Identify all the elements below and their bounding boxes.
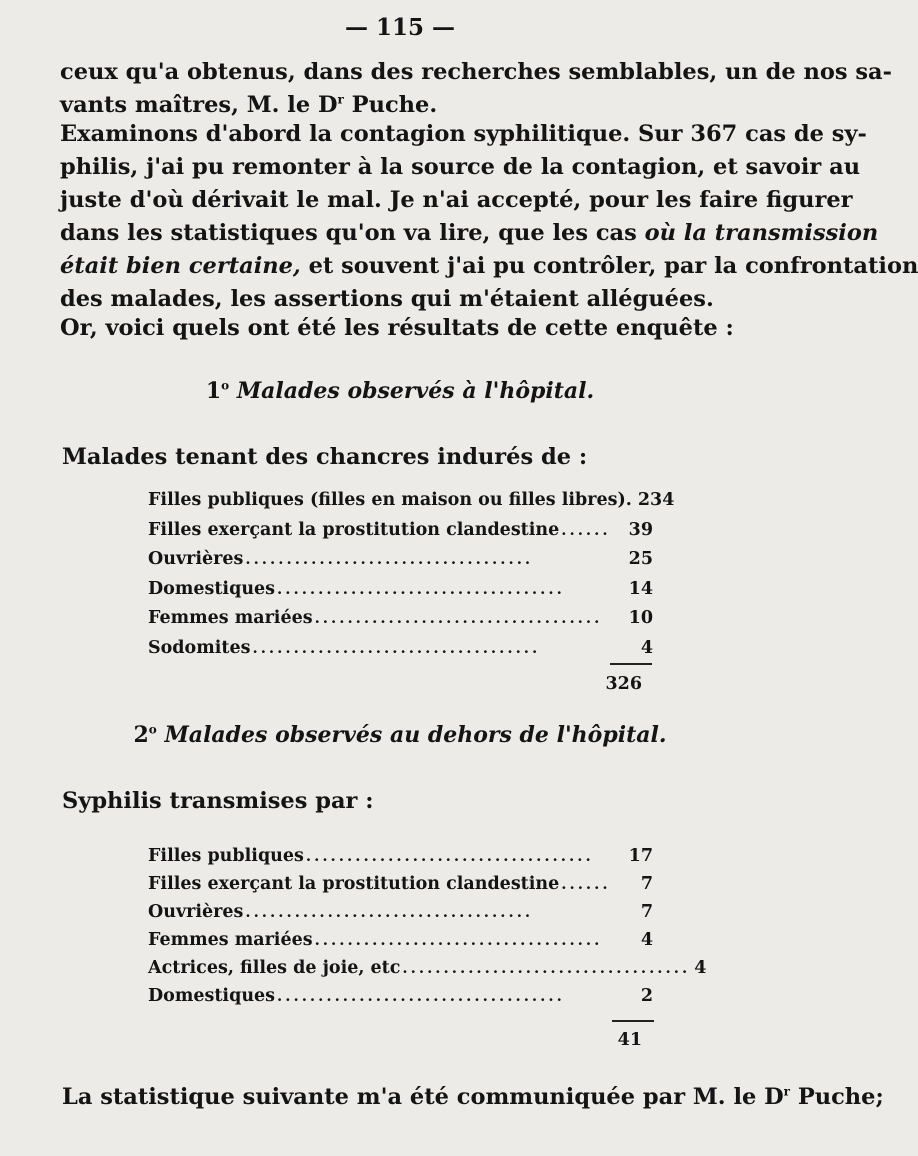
row-value: 14	[628, 578, 653, 599]
section-number: 2	[133, 722, 149, 748]
row-label: Femmes mariées	[148, 930, 313, 950]
closing-line	[62, 1084, 884, 1110]
leader-dots: ...................................	[245, 550, 534, 568]
paragraph-1	[60, 56, 892, 122]
text-span: et souvent j'ai pu contrôler, par la confrontation	[300, 253, 918, 279]
row-value: 4	[640, 637, 653, 658]
row-label: Sodomites	[148, 637, 251, 658]
table-row	[148, 902, 653, 930]
text-line: juste d'où dérivait le mal. Je n'ai accepté, pour les faire figurer	[60, 187, 853, 213]
text-line: des malades, les assertions qui m'étaient alléguées.	[60, 286, 714, 312]
section-2-table	[148, 846, 707, 1014]
table-row	[148, 930, 653, 958]
text-span: La statistique suivante m'a été communiquée par M. le D	[62, 1084, 784, 1110]
table-row	[148, 638, 653, 668]
row-value: 2	[640, 986, 653, 1006]
row-value: 25	[628, 549, 653, 569]
text-line	[60, 217, 879, 250]
row-label: Filles exerçant la prostitution clandestine	[148, 519, 560, 540]
table-row	[148, 549, 653, 579]
page-number: — 115 —	[344, 14, 456, 41]
superscript: r	[337, 92, 344, 107]
row-label: Actrices, filles de joie, etc	[148, 958, 401, 978]
table-row	[148, 846, 653, 874]
row-value: 39	[628, 519, 653, 540]
text-line	[60, 250, 918, 283]
section-2-subhead: Syphilis transmises par :	[62, 788, 374, 814]
leader-dots: ...................................	[277, 987, 565, 1005]
row-value: 17	[628, 846, 653, 866]
section-1-subhead: Malades tenant des chancres indurés de :	[62, 444, 588, 470]
row-label: Filles publiques	[148, 846, 304, 866]
text-line: Or, voici quels ont été les résultats de cette enquête :	[60, 315, 734, 341]
row-value: 4	[694, 958, 707, 978]
text-span: dans les statistiques qu'on va lire, que les cas	[60, 220, 645, 246]
paragraph-2	[60, 118, 918, 316]
text-span: Puche.	[343, 92, 438, 118]
leader-dots: ...................................	[277, 579, 565, 598]
row-label: Domestiques	[148, 578, 276, 599]
row-label: Domestiques	[148, 986, 276, 1006]
leader-dots: ...................................	[245, 903, 534, 921]
table-row	[148, 490, 675, 520]
row-value: 7	[640, 874, 653, 894]
text-line: ceux qu'a obtenus, dans des recherches semblables, un de nos sa-	[60, 59, 892, 85]
table-row	[148, 579, 653, 609]
section-title-text: Malades observés au dehors de l'hôpital.	[156, 722, 667, 748]
row-value: 7	[640, 902, 653, 922]
row-label: Femmes mariées	[148, 608, 313, 628]
table-row	[148, 958, 707, 986]
section-1-table	[148, 490, 675, 667]
text-line: Examinons d'abord la contagion syphilitique. Sur 367 cas de sy-	[60, 121, 867, 147]
text-line: philis, j'ai pu remonter à la source de la contagion, et savoir au	[60, 154, 861, 180]
row-label: Filles exerçant la prostitution clandestine	[148, 874, 560, 894]
row-value: 10	[628, 608, 653, 628]
leader-dots: ......	[561, 520, 611, 539]
row-value: 4	[640, 930, 653, 950]
italic-text: était bien certaine,	[60, 253, 301, 279]
table-row	[148, 520, 653, 550]
row-label: Filles publiques (filles en maison ou filles libres).	[148, 490, 632, 510]
text-span: Puche;	[790, 1084, 884, 1110]
leader-dots: ......	[561, 875, 611, 893]
row-label: Ouvrières	[148, 902, 244, 922]
paragraph-3	[60, 312, 756, 345]
superscript: r	[783, 1084, 790, 1099]
table-row	[148, 986, 653, 1014]
section-1-title	[0, 378, 800, 404]
superscript: o	[148, 722, 157, 737]
leader-dots: ...................................	[314, 931, 603, 949]
table-row	[148, 874, 653, 902]
total-rule	[610, 663, 652, 665]
table-row	[148, 608, 653, 638]
superscript: o	[221, 378, 230, 393]
text-span: vants maîtres, M. le D	[60, 92, 338, 118]
leader-dots: ...................................	[314, 609, 603, 627]
leader-dots: ...................................	[305, 847, 594, 865]
section-title-text: Malades observés à l'hôpital.	[229, 378, 595, 404]
section-1-total: 326	[605, 674, 642, 694]
section-number: 1	[205, 378, 222, 404]
row-label: Ouvrières	[148, 549, 244, 569]
italic-text: où la transmission	[644, 220, 879, 246]
leader-dots: ...................................	[402, 959, 691, 977]
section-2-title	[0, 722, 800, 748]
total-rule	[612, 1020, 654, 1022]
row-value: 234	[637, 490, 675, 510]
leader-dots: ...................................	[252, 638, 541, 657]
section-2-total: 41	[617, 1030, 642, 1050]
